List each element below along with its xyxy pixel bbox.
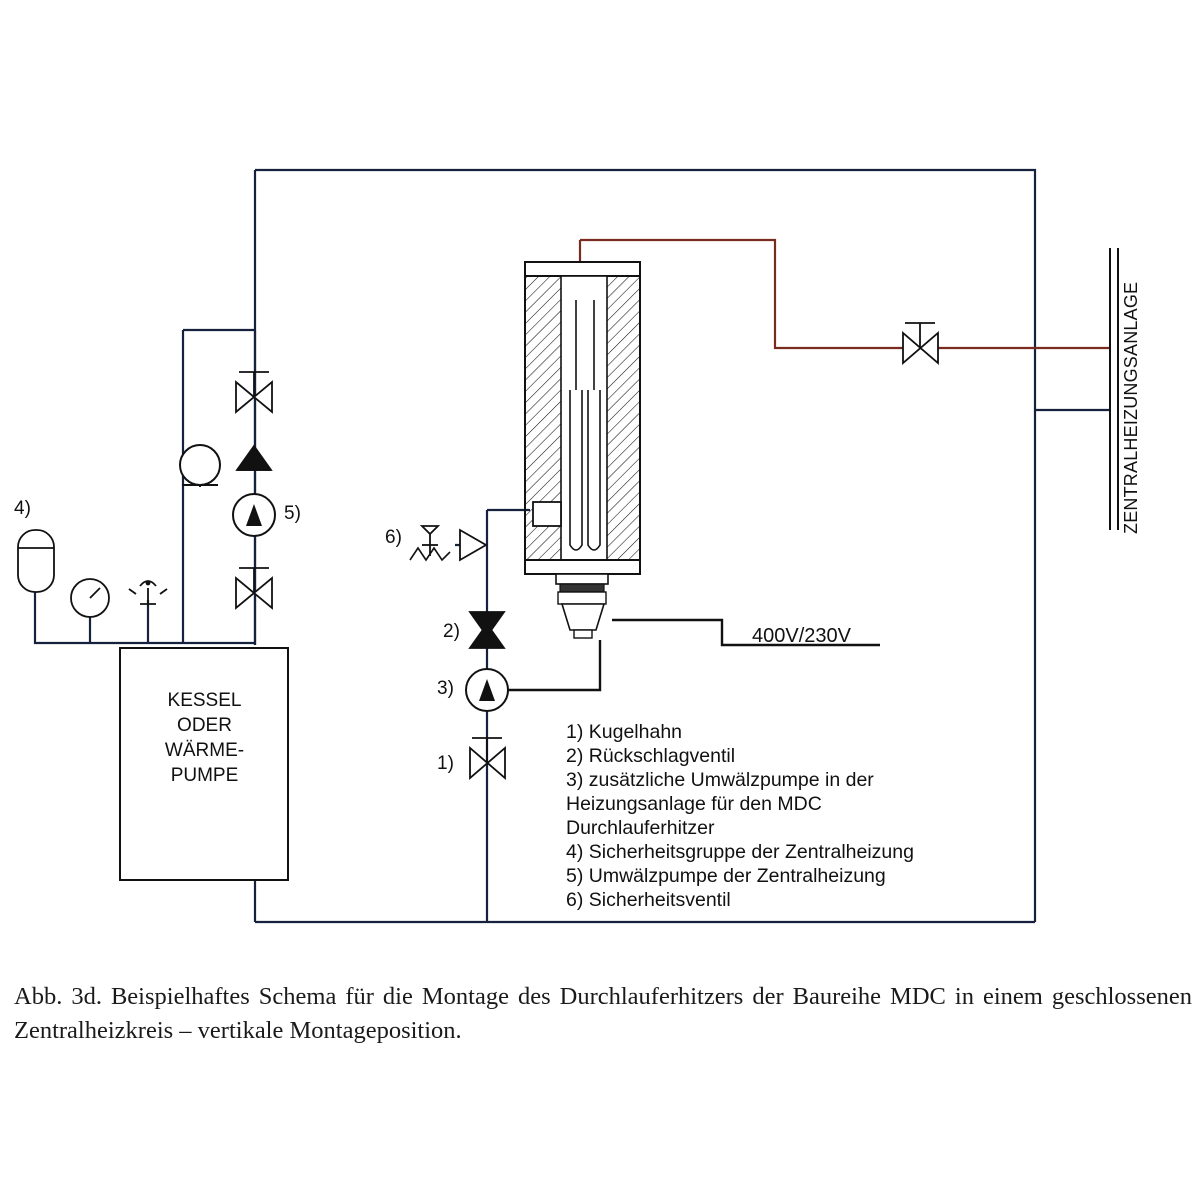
boiler-label-line-2: ODER: [177, 715, 232, 736]
sensor-gauge-left: [180, 445, 220, 487]
boiler-label-line-4: PUMPE: [170, 765, 239, 786]
legend-item-4: 4) Sicherheitsgruppe der Zentralheizung: [566, 841, 914, 863]
legend-item-1: 1) Kugelhahn: [566, 721, 683, 743]
boiler-label: [122, 688, 287, 788]
boiler-label-line-3: WÄRME-: [164, 740, 245, 761]
legend-item-3-cont-1: Heizungsanlage für den MDC: [566, 793, 822, 815]
valve-ball-right: [903, 323, 938, 363]
expansion-vessel: [18, 530, 54, 592]
pump-additional-3: [466, 669, 508, 711]
callout-5: 5): [284, 503, 301, 524]
legend-item-6: 6) Sicherheitsventil: [566, 889, 731, 911]
supply-line-red: [580, 240, 1110, 348]
zentralheizungsanlage-label: ZENTRALHEIZUNGSANLAGE: [1121, 281, 1141, 534]
mdc-flow-heater: [525, 262, 640, 638]
valve-check-2: [470, 612, 504, 648]
callout-1: 1): [437, 753, 454, 774]
safety-group-assembly: [18, 530, 167, 617]
valve-safety-6: [410, 526, 486, 560]
legend-item-5: 5) Umwälzpumpe der Zentralheizung: [566, 865, 886, 887]
zh-bus-bars: [1110, 248, 1118, 530]
legend-item-3: 3) zusätzliche Umwälzpumpe in der: [566, 769, 874, 791]
air-vent: [140, 588, 156, 604]
legend-item-3-cont-2: Durchlauferhitzer: [566, 817, 715, 839]
boiler-label-line-1: KESSEL: [167, 690, 242, 711]
pump-circulation-5: [233, 494, 275, 536]
callout-2: 2): [443, 621, 460, 642]
callout-3: 3): [437, 678, 454, 699]
callout-6: 6): [385, 527, 402, 548]
callout-4: 4): [14, 498, 31, 519]
voltage-label: 400V/230V: [752, 625, 851, 647]
valve-check-left: [237, 446, 271, 470]
legend-item-2: 2) Rückschlagventil: [566, 745, 736, 767]
figure-caption: Abb. 3d. Beispielhaftes Schema für die Montage des Durchlauferhitzers der Baureihe MDC in einem geschlossenen Zentralheizkreis – vertikale Montageposition.: [14, 983, 1192, 1044]
